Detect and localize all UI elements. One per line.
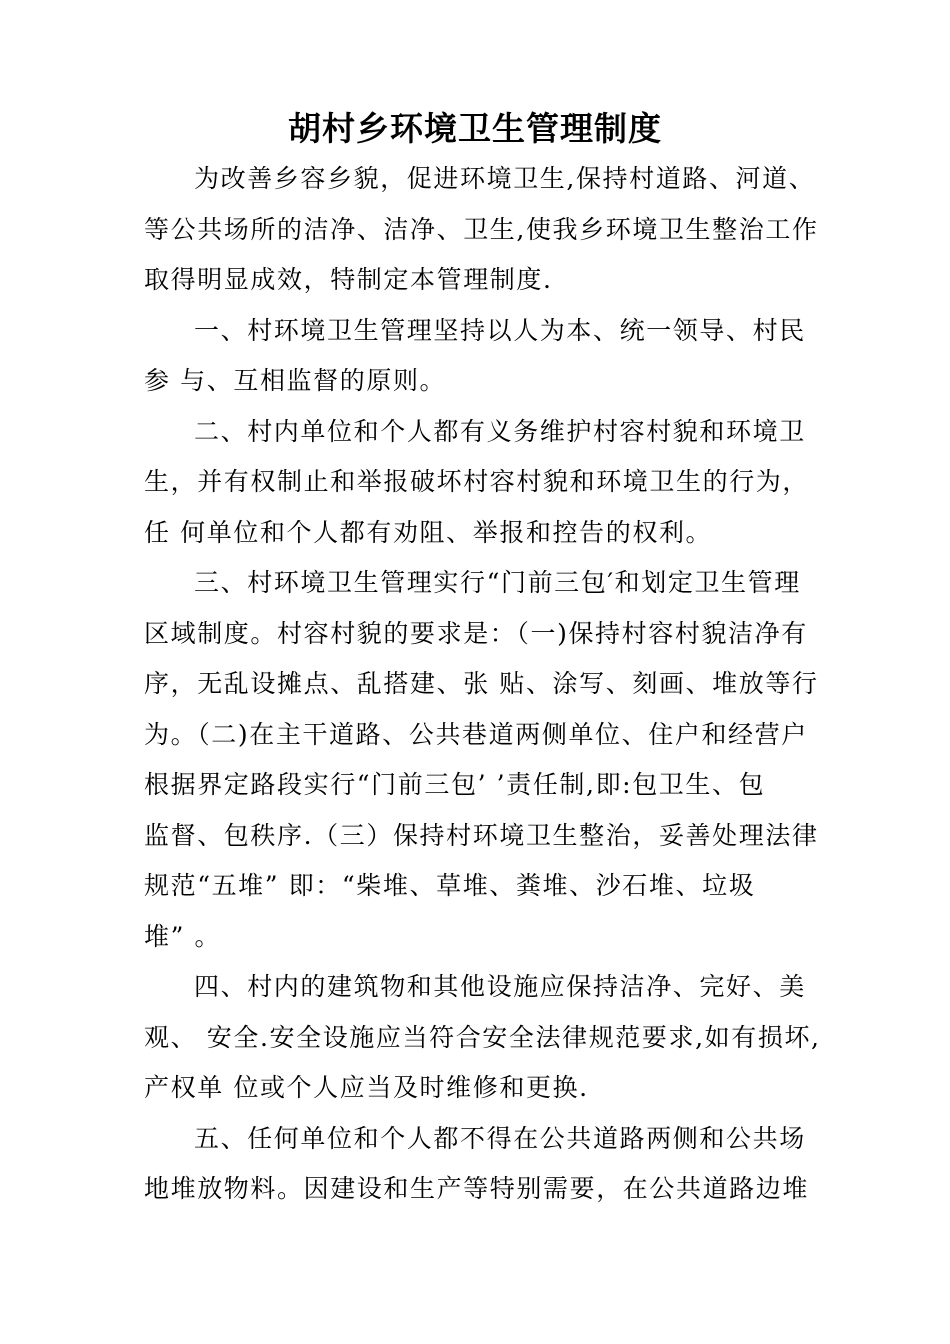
paragraph-first-line: 一、村环境卫生管理坚持以人为本、统一领导、村民 [194,315,806,345]
paragraph-line: 任 何单位和个人都有劝阻、举报和控告的权利。 [144,517,713,547]
paragraph-line: 区域制度。村容村貌的要求是：（一)保持村容村貌洁净有 [144,618,808,648]
paragraph-line: 取得明显成效，特制定本管理制度. [144,265,553,294]
paragraph-first-line: 为改善乡容乡貌，促进环境卫生,保持村道路、河道、 [194,164,816,193]
paragraph-line: 堆” 。 [144,921,222,951]
paragraph-line: 等公共场所的洁净、洁净、卫生,使我乡环境卫生整治工作 [144,214,819,244]
paragraph-line: 生，并有权制止和举报破坏村容村貌和环境卫生的行为， [144,467,810,496]
paragraph-first-line: 五、任何单位和个人都不得在公共道路两侧和公共场 [194,1123,806,1153]
paragraph-first-line: 四、村内的建筑物和其他设施应保持洁净、完好、美 [194,972,806,1001]
paragraph-line: 为。（二)在主干道路、公共巷道两侧单位、住户和经营户 [144,719,808,749]
paragraph-first-line: 二、村内单位和个人都有义务维护村容村貌和环境卫 [194,416,806,446]
document-body [144,154,824,1215]
paragraph-line: 序，无乱设摊点、乱搭建、张 贴、涂写、刻画、堆放等行 [144,669,819,698]
paragraph-first-line: 三、村环境卫生管理实行“门前三包′和划定卫生管理 [194,568,801,597]
paragraph-line: 根据界定路段实行“门前三包’ ’责任制,即:包卫生、包 [144,770,766,799]
document-title: 胡村乡环境卫生管理制度 [288,109,662,148]
paragraph-line: 地堆放物料。因建设和生产等特别需要，在公共道路边堆 [144,1174,810,1203]
paragraph-line: 参 与、互相监督的原则。 [144,366,447,395]
paragraph-line: 产权单 位或个人应当及时维修和更换. [144,1073,589,1102]
paragraph-line: 监督、包秩序.（三）保持村环境卫生整治，妥善处理法律 [144,820,819,850]
paragraph-line: 观、 安全.安全设施应当符合安全法律规范要求,如有损坏, [144,1022,821,1052]
paragraph-line: 规范“五堆” 即：“柴堆、草堆、粪堆、沙石堆、垃圾 [144,871,756,900]
